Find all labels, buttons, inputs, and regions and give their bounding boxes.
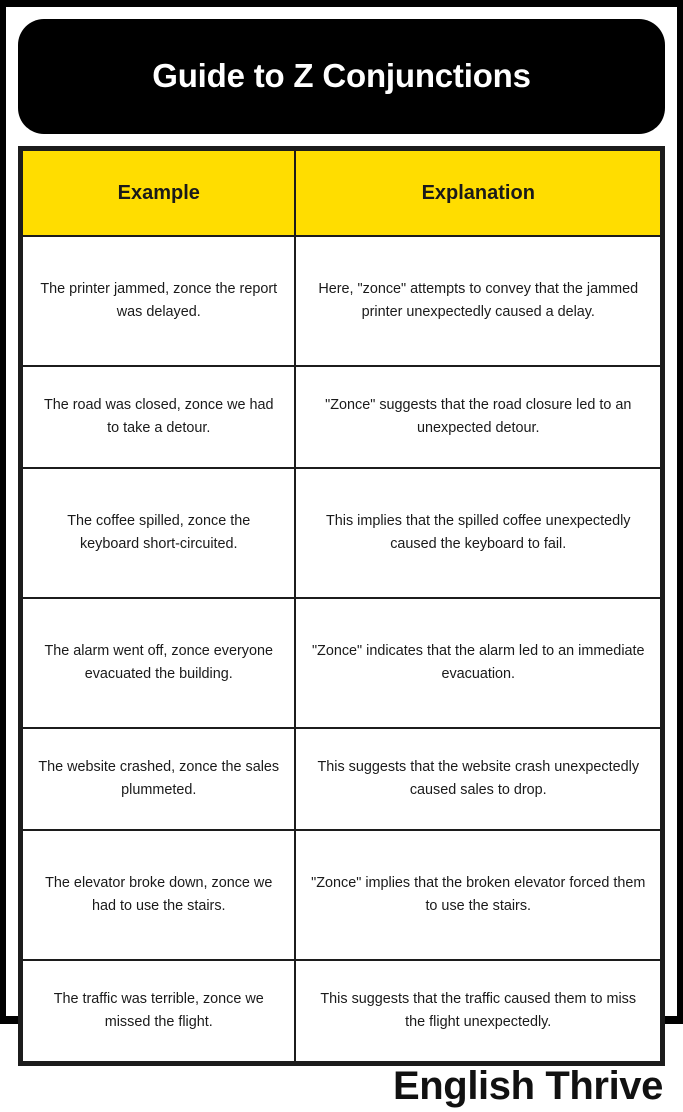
table-header-row	[22, 150, 661, 236]
cell-example: The coffee spilled, zonce the keyboard short-circuited.	[22, 468, 295, 598]
page-title: Guide to Z Conjunctions	[152, 57, 531, 95]
table-header	[22, 150, 661, 236]
cell-explanation: This implies that the spilled coffee unexpectedly caused the keyboard to fail.	[295, 468, 661, 598]
table-row	[22, 830, 661, 960]
cell-example: The printer jammed, zonce the report was delayed.	[22, 236, 295, 366]
cell-explanation: "Zonce" suggests that the road closure led to an unexpected detour.	[295, 366, 661, 468]
table-body	[22, 236, 661, 1062]
cell-example: The alarm went off, zonce everyone evacuated the building.	[22, 598, 295, 728]
table-row	[22, 468, 661, 598]
guide-table-container	[18, 146, 665, 1066]
cell-explanation: This suggests that the website crash unexpectedly caused sales to drop.	[295, 728, 661, 830]
column-header-example: Example	[22, 150, 295, 236]
table-row	[22, 366, 661, 468]
cell-example: The road was closed, zonce we had to take a detour.	[22, 366, 295, 468]
cell-example: The traffic was terrible, zonce we missed the flight.	[22, 960, 295, 1062]
table-row	[22, 598, 661, 728]
cell-explanation: Here, "zonce" attempts to convey that the jammed printer unexpectedly caused a delay.	[295, 236, 661, 366]
title-banner	[18, 19, 665, 134]
table-row	[22, 728, 661, 830]
cell-example: The elevator broke down, zonce we had to use the stairs.	[22, 830, 295, 960]
cell-example: The website crashed, zonce the sales plummeted.	[22, 728, 295, 830]
brand-footer	[18, 1066, 665, 1112]
column-header-explanation: Explanation	[295, 150, 661, 236]
guide-table	[21, 149, 662, 1063]
cell-explanation: "Zonce" indicates that the alarm led to an immediate evacuation.	[295, 598, 661, 728]
brand-name: English Thrive	[392, 1064, 663, 1108]
table-row	[22, 236, 661, 366]
cell-explanation: "Zonce" implies that the broken elevator forced them to use the stairs.	[295, 830, 661, 960]
poster-inner	[6, 7, 677, 1108]
table-row	[22, 960, 661, 1062]
cell-explanation: This suggests that the traffic caused them to miss the flight unexpectedly.	[295, 960, 661, 1062]
